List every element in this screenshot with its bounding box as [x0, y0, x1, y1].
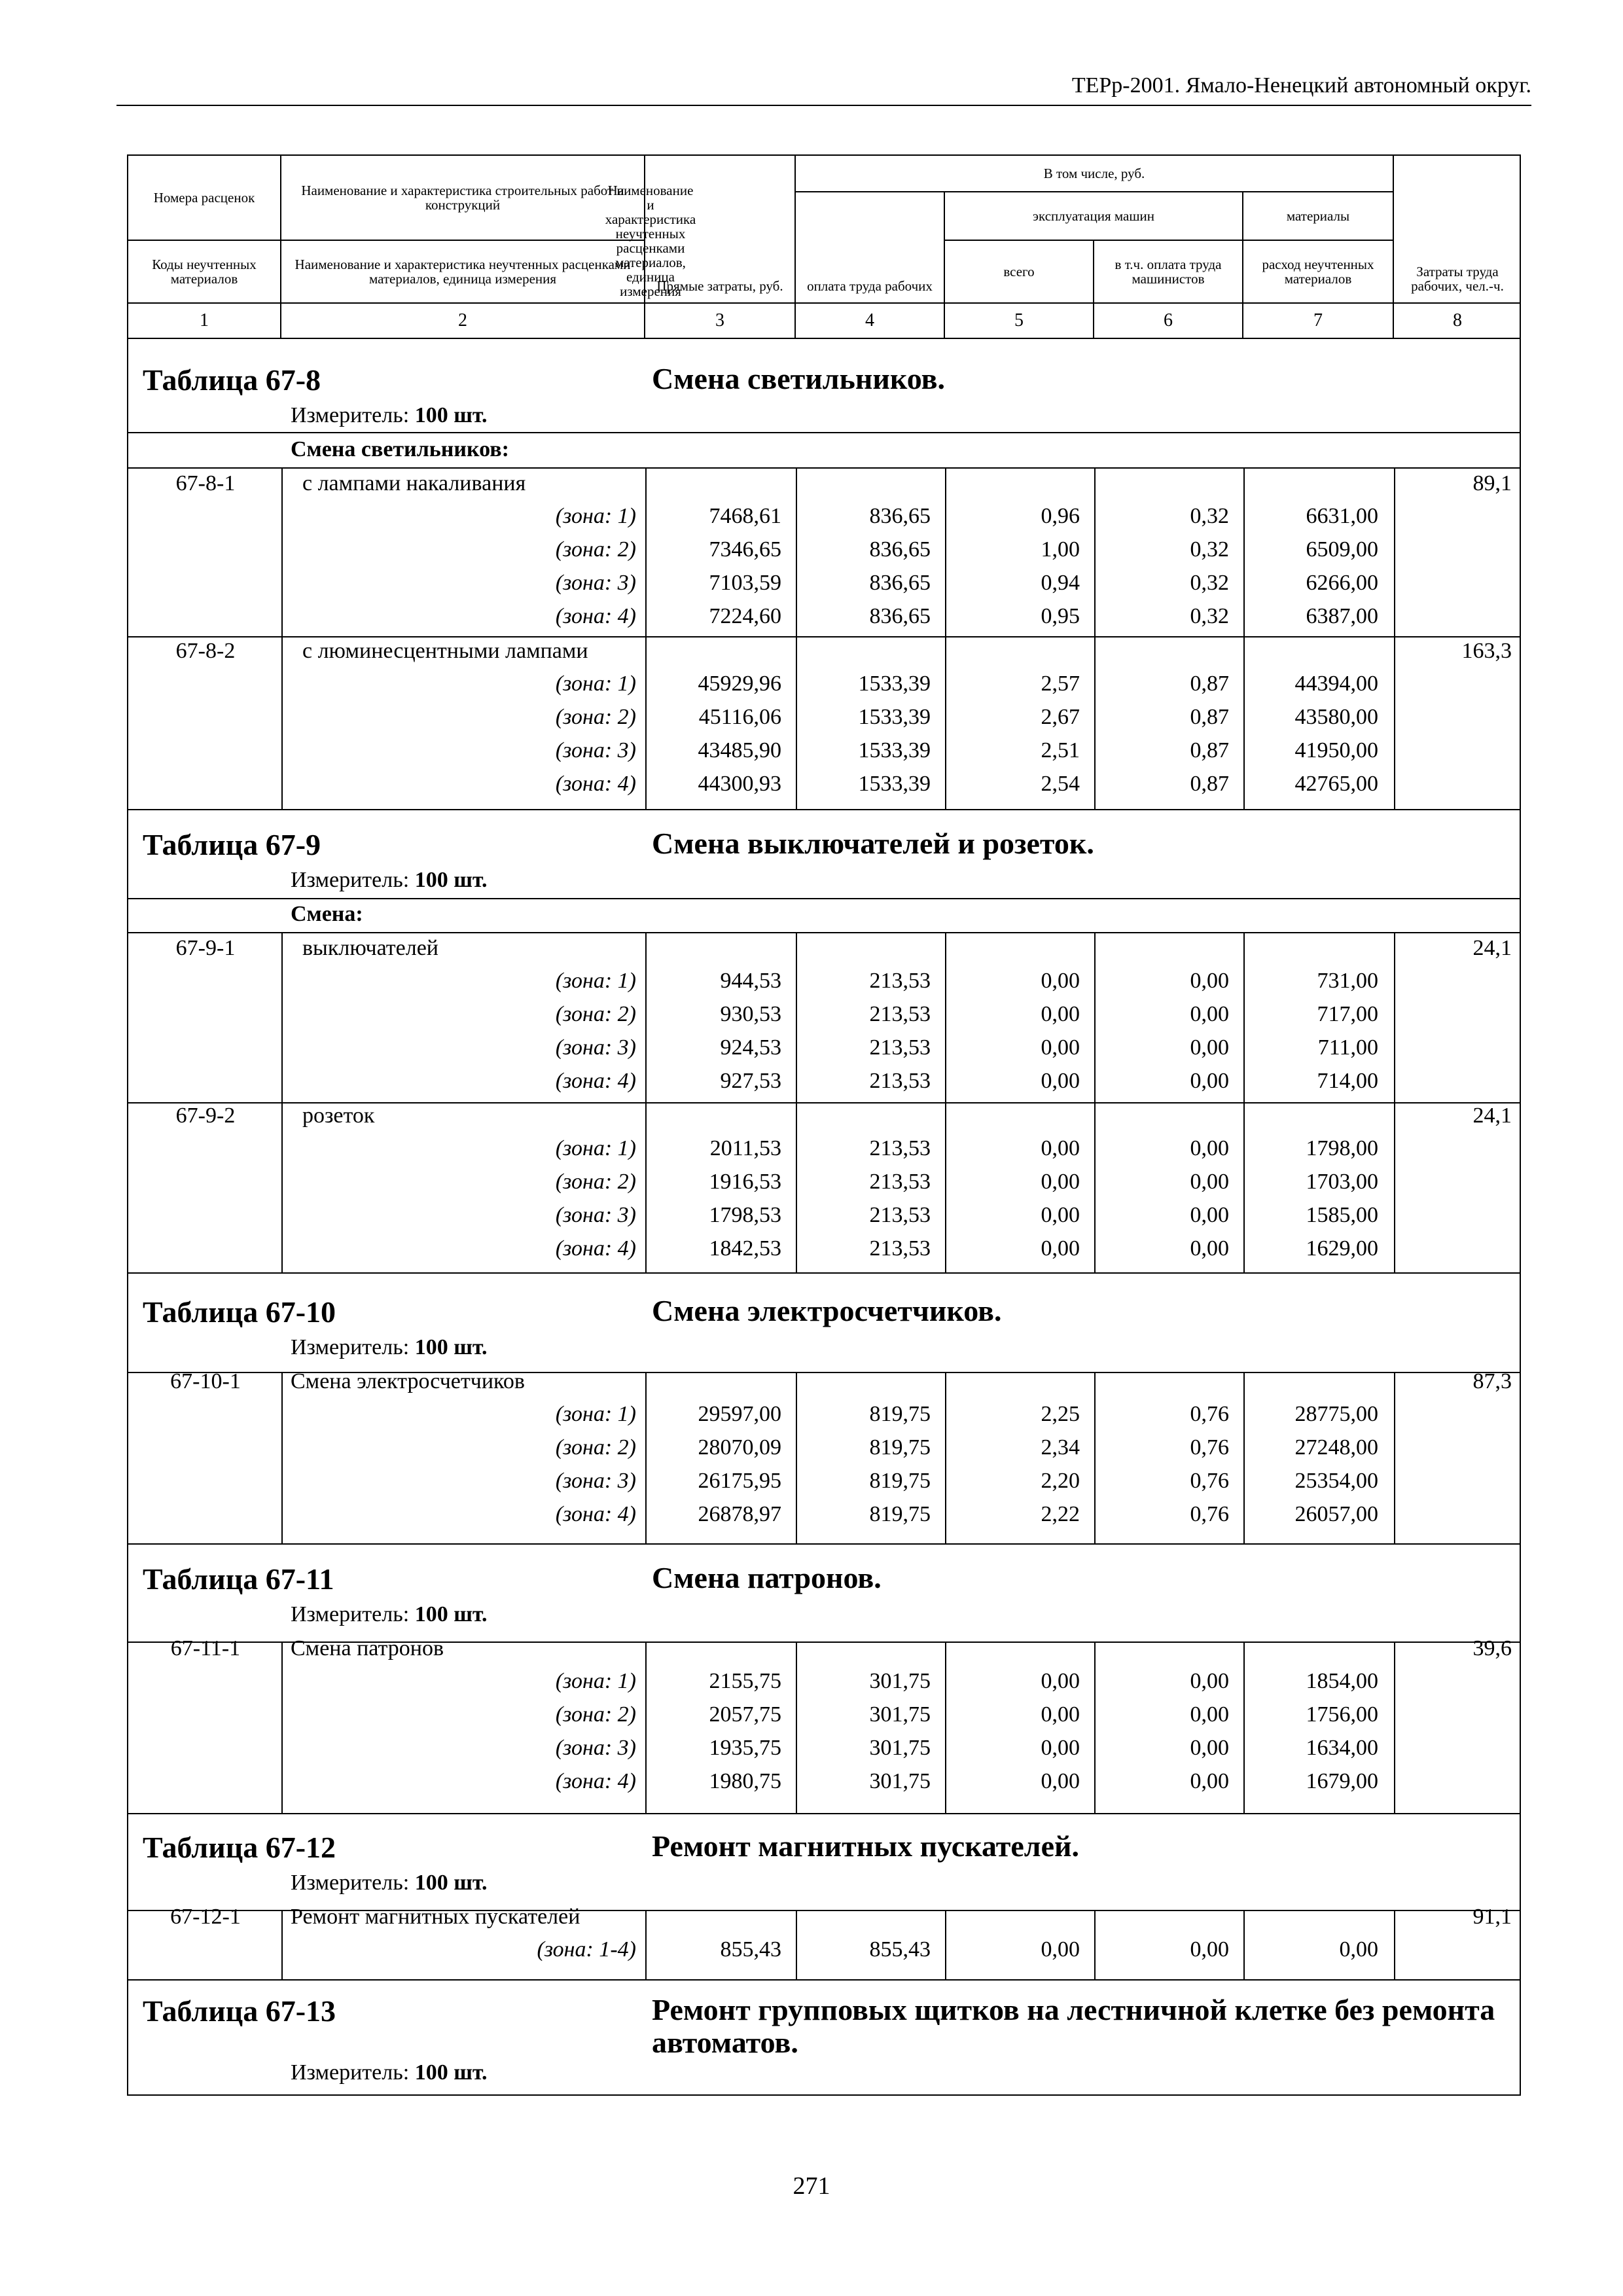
- cell-machinists: 0,00: [1190, 1035, 1229, 1060]
- cell-materials: 44394,00: [1294, 672, 1378, 696]
- rate-code: 67-11-1: [170, 1636, 241, 1660]
- table-label: Таблица 67-11: [143, 1562, 334, 1596]
- rate-name: с лампами накаливания: [302, 471, 526, 495]
- zone-label: (зона: 4): [555, 1502, 636, 1526]
- cell-direct: 1980,75: [709, 1769, 781, 1793]
- cell-direct: 7103,59: [709, 571, 781, 595]
- cell-machines: 1,00: [1041, 537, 1080, 562]
- cell-materials: 27248,00: [1294, 1435, 1378, 1460]
- table-subhead: Смена светильников:: [291, 437, 509, 461]
- col-header-machines: эксплуатация машин: [945, 192, 1243, 241]
- cell-labor-pay: 836,65: [869, 571, 931, 595]
- cell-materials: 1629,00: [1306, 1236, 1378, 1261]
- cell-machinists: 0,87: [1190, 705, 1229, 729]
- zone-label: (зона: 3): [555, 1203, 636, 1227]
- labor-hours: 87,3: [1472, 1369, 1512, 1393]
- col-header-labor-pay: оплата труда рабочих: [796, 192, 945, 304]
- cell-labor-pay: 1533,39: [858, 772, 931, 796]
- labor-hours: 89,1: [1472, 471, 1512, 495]
- cell-direct: 944,53: [720, 969, 781, 993]
- cell-direct: 1916,53: [709, 1170, 781, 1194]
- cell-machinists: 0,00: [1190, 1769, 1229, 1793]
- cell-labor-pay: 213,53: [869, 1002, 931, 1026]
- rule: [128, 636, 1520, 637]
- cell-machines: 0,00: [1041, 1203, 1080, 1227]
- rate-name: Ремонт магнитных пускателей: [291, 1905, 580, 1929]
- cell-labor-pay: 819,75: [869, 1402, 931, 1426]
- cell-materials: 1703,00: [1306, 1170, 1378, 1194]
- meter-label: Измеритель:: [291, 2060, 410, 2085]
- cell-direct: 45929,96: [698, 672, 781, 696]
- cell-machinists: 0,00: [1190, 1136, 1229, 1160]
- meter-label: Измеритель:: [291, 1871, 410, 1895]
- zone-label: (зона: 2): [555, 705, 636, 729]
- col-number-1: 1: [128, 304, 281, 339]
- zone-label: (зона: 3): [555, 738, 636, 762]
- cell-labor-pay: 301,75: [869, 1769, 931, 1793]
- cell-machines: 0,00: [1041, 1937, 1080, 1962]
- zone-label: (зона: 4): [555, 604, 636, 628]
- zone-label: (зона: 1): [555, 672, 636, 696]
- cell-materials: 41950,00: [1294, 738, 1378, 762]
- cell-machines: 0,00: [1041, 1002, 1080, 1026]
- zone-label: (зона: 1): [555, 1669, 636, 1693]
- meter-label: Измеритель:: [291, 1602, 410, 1626]
- cell-machinists: 0,32: [1190, 604, 1229, 628]
- meter-line: [291, 1602, 488, 1627]
- cell-machinists: 0,00: [1190, 1702, 1229, 1727]
- col-header-name-top: Наименование и характеристика строительных работ и конструкций: [281, 156, 645, 241]
- meter-label: Измеритель:: [291, 1335, 410, 1359]
- zone-label: (зона: 4): [555, 772, 636, 796]
- cell-labor-pay: 819,75: [869, 1502, 931, 1526]
- cell-labor-pay: 213,53: [869, 1170, 931, 1194]
- cell-machinists: 0,00: [1190, 1937, 1229, 1962]
- cell-direct: 1842,53: [709, 1236, 781, 1261]
- rate-code: 67-8-2: [175, 639, 236, 663]
- cell-machines: 0,00: [1041, 1069, 1080, 1093]
- cell-direct: 1798,53: [709, 1203, 781, 1227]
- cell-labor-pay: 213,53: [869, 1035, 931, 1060]
- cell-materials: 1756,00: [1306, 1702, 1378, 1727]
- labor-hours: 39,6: [1472, 1636, 1512, 1660]
- cell-labor-pay: 301,75: [869, 1702, 931, 1727]
- table-label: Таблица 67-13: [143, 1994, 336, 2028]
- col-number-5: 5: [945, 304, 1094, 339]
- col-header-name-bottom-cell: [281, 241, 645, 304]
- cell-labor-pay: 836,65: [869, 537, 931, 562]
- meter-value: 100 шт.: [414, 1602, 488, 1626]
- cell-direct: 29597,00: [698, 1402, 781, 1426]
- cell-machinists: 0,76: [1190, 1402, 1229, 1426]
- rate-name: Смена электросчетчиков: [291, 1369, 525, 1393]
- cell-direct: 927,53: [720, 1069, 781, 1093]
- meter-value: 100 шт.: [414, 403, 488, 427]
- cell-materials: 714,00: [1317, 1069, 1378, 1093]
- meter-value: 100 шт.: [414, 868, 488, 892]
- cell-machines: 0,00: [1041, 1702, 1080, 1727]
- cell-machines: 0,00: [1041, 1236, 1080, 1261]
- cell-direct: 26878,97: [698, 1502, 781, 1526]
- cell-materials: 1798,00: [1306, 1136, 1378, 1160]
- zone-label: (зона: 1): [555, 1136, 636, 1160]
- col-number-7: 7: [1243, 304, 1394, 339]
- cell-materials: 43580,00: [1294, 705, 1378, 729]
- labor-hours: 91,1: [1472, 1905, 1512, 1929]
- cell-machines: 0,94: [1041, 571, 1080, 595]
- cell-machinists: 0,00: [1190, 969, 1229, 993]
- cell-materials: 6266,00: [1306, 571, 1378, 595]
- cell-machines: 2,22: [1041, 1502, 1080, 1526]
- rate-name: Смена патронов: [291, 1636, 444, 1660]
- cell-machines: 0,00: [1041, 1669, 1080, 1693]
- cell-machinists: 0,87: [1190, 672, 1229, 696]
- page-number: 271: [793, 2172, 830, 2200]
- cell-machinists: 0,00: [1190, 1069, 1229, 1093]
- cell-materials: 1634,00: [1306, 1736, 1378, 1760]
- cell-materials: 42765,00: [1294, 772, 1378, 796]
- zone-label: (зона: 1-4): [537, 1937, 636, 1962]
- cell-materials: 0,00: [1339, 1937, 1378, 1962]
- cell-materials: 731,00: [1317, 969, 1378, 993]
- cell-direct: 2011,53: [709, 1136, 781, 1160]
- cell-machines: 2,54: [1041, 772, 1080, 796]
- cell-machines: 2,67: [1041, 705, 1080, 729]
- zone-label: (зона: 2): [555, 1435, 636, 1460]
- zone-label: (зона: 3): [555, 571, 636, 595]
- zone-label: (зона: 4): [555, 1236, 636, 1261]
- table-title: Смена выключателей и розеток.: [652, 827, 1094, 860]
- col-header-machines-total: всего: [945, 241, 1094, 304]
- cell-machinists: 0,87: [1190, 738, 1229, 762]
- col-number-4: 4: [796, 304, 945, 339]
- meter-value: 100 шт.: [414, 1335, 488, 1359]
- cell-materials: 25354,00: [1294, 1469, 1378, 1493]
- rate-code: 67-9-2: [175, 1103, 236, 1128]
- zone-label: (зона: 4): [555, 1069, 636, 1093]
- col-header-name-bottom-text: Наименование и характеристика неучтенных расценками материалов, единица измерения: [294, 256, 631, 287]
- col-header-including: В том числе, руб.: [796, 156, 1394, 192]
- meter-value: 100 шт.: [414, 2060, 488, 2085]
- cell-labor-pay: 1533,39: [858, 672, 931, 696]
- table-label: Таблица 67-10: [143, 1295, 336, 1329]
- cell-labor-pay: 1533,39: [858, 705, 931, 729]
- table-title: Смена патронов.: [652, 1561, 882, 1594]
- cell-materials: 6631,00: [1306, 504, 1378, 528]
- cell-machines: 2,20: [1041, 1469, 1080, 1493]
- cell-direct: 2057,75: [709, 1702, 781, 1727]
- cell-machinists: 0,87: [1190, 772, 1229, 796]
- cell-labor-pay: 836,65: [869, 604, 931, 628]
- zone-label: (зона: 2): [555, 1002, 636, 1026]
- cell-machinists: 0,76: [1190, 1435, 1229, 1460]
- cell-materials: 6509,00: [1306, 537, 1378, 562]
- rule: [1394, 1641, 1395, 1813]
- rule: [128, 809, 1520, 810]
- meter-line: [291, 1335, 488, 1360]
- cell-labor-pay: 819,75: [869, 1435, 931, 1460]
- rate-code: 67-12-1: [170, 1905, 241, 1929]
- col-number-2: 2: [281, 304, 645, 339]
- cell-materials: 6387,00: [1306, 604, 1378, 628]
- cell-machines: 2,57: [1041, 672, 1080, 696]
- cell-direct: 855,43: [720, 1937, 781, 1962]
- table-title: Ремонт групповых щитков на лестничной клетке без ремонта автоматов.: [652, 1993, 1495, 2059]
- zone-label: (зона: 3): [555, 1736, 636, 1760]
- cell-machines: 0,00: [1041, 1736, 1080, 1760]
- meter-value: 100 шт.: [414, 1871, 488, 1895]
- cell-machines: 0,00: [1041, 969, 1080, 993]
- cell-direct: 930,53: [720, 1002, 781, 1026]
- zone-label: (зона: 3): [555, 1035, 636, 1060]
- meter-label: Измеритель:: [291, 868, 410, 892]
- cell-machinists: 0,00: [1190, 1236, 1229, 1261]
- cell-machines: 0,00: [1041, 1769, 1080, 1793]
- col-header-direct-costs: Прямые затраты, руб.: [645, 156, 796, 304]
- zone-label: (зона: 2): [555, 1702, 636, 1727]
- zone-label: (зона: 1): [555, 504, 636, 528]
- cell-machinists: 0,00: [1190, 1170, 1229, 1194]
- zone-label: (зона: 1): [555, 1402, 636, 1426]
- cell-labor-pay: 213,53: [869, 1236, 931, 1261]
- cell-direct: 924,53: [720, 1035, 781, 1060]
- rule: [128, 1813, 1520, 1814]
- zone-label: (зона: 2): [555, 537, 636, 562]
- col-header-unaccounted-materials: расход неучтенных материалов: [1243, 241, 1394, 304]
- cell-machines: 2,34: [1041, 1435, 1080, 1460]
- rate-name: розеток: [302, 1103, 375, 1128]
- table-subhead: Смена:: [291, 902, 363, 926]
- cell-machinists: 0,00: [1190, 1002, 1229, 1026]
- col-header-labor-hours: Затраты труда рабочих, чел.-ч.: [1394, 156, 1521, 304]
- cell-machinists: 0,76: [1190, 1502, 1229, 1526]
- rule: [128, 1272, 1520, 1274]
- table-title: Ремонт магнитных пускателей.: [652, 1829, 1080, 1863]
- labor-hours: 163,3: [1461, 639, 1512, 663]
- cell-direct: 44300,93: [698, 772, 781, 796]
- col-header-machinists-pay: в т.ч. оплата труда машинистов: [1094, 241, 1243, 304]
- zone-label: (зона: 4): [555, 1769, 636, 1793]
- rate-code: 67-10-1: [170, 1369, 241, 1393]
- labor-hours: 24,1: [1472, 936, 1512, 960]
- cell-labor-pay: 855,43: [869, 1937, 931, 1962]
- cell-machines: 0,00: [1041, 1170, 1080, 1194]
- cell-labor-pay: 1533,39: [858, 738, 931, 762]
- cell-direct: 43485,90: [698, 738, 781, 762]
- table-title: Смена электросчетчиков.: [652, 1294, 1002, 1327]
- cell-machines: 0,00: [1041, 1136, 1080, 1160]
- rule: [1394, 932, 1395, 1272]
- cell-machinists: 0,76: [1190, 1469, 1229, 1493]
- cell-direct: 7346,65: [709, 537, 781, 562]
- table-frame: Номера расценок Коды неучтенных материалов Наименование и характеристика строительных работ и конструкций Наименование и характеристика неучтенных расценками материалов, единица измерения Наименование и характеристика неучтенных расценками материалов, единица измерения Прямые затраты, руб. В том числе, руб. оплата труда рабочих эксплуатация машин всего в т.ч. оплата труда машинистов материалы расход неучтенных материалов Затраты труда рабочих, чел.-ч. 1 2 3 4 5 6 7 8: [127, 154, 1521, 2096]
- meter-line: [291, 403, 488, 428]
- cell-machines: 2,51: [1041, 738, 1080, 762]
- cell-direct: 7468,61: [709, 504, 781, 528]
- col-header-codes-top: Номера расценок: [128, 156, 281, 241]
- col-header-materials: материалы: [1243, 192, 1394, 241]
- cell-labor-pay: 213,53: [869, 1203, 931, 1227]
- rate-name: с люминесцентными лампами: [302, 639, 588, 663]
- rule: [128, 432, 1520, 433]
- cell-machinists: 0,32: [1190, 537, 1229, 562]
- cell-machinists: 0,00: [1190, 1203, 1229, 1227]
- rate-code: 67-8-1: [175, 471, 236, 495]
- cell-materials: 1679,00: [1306, 1769, 1378, 1793]
- cell-materials: 1585,00: [1306, 1203, 1378, 1227]
- table-title: Смена светильников.: [652, 362, 945, 395]
- zone-label: (зона: 2): [555, 1170, 636, 1194]
- meter-label: Измеритель:: [291, 403, 410, 427]
- cell-direct: 2155,75: [709, 1669, 781, 1693]
- cell-labor-pay: 301,75: [869, 1669, 931, 1693]
- meter-line: [291, 1871, 488, 1895]
- cell-labor-pay: 819,75: [869, 1469, 931, 1493]
- cell-machinists: 0,32: [1190, 504, 1229, 528]
- cell-direct: 26175,95: [698, 1469, 781, 1493]
- cell-direct: 45116,06: [698, 705, 781, 729]
- col-number-8: 8: [1394, 304, 1521, 339]
- cell-labor-pay: 836,65: [869, 504, 931, 528]
- header-rule: [116, 105, 1531, 106]
- cell-materials: 711,00: [1317, 1035, 1378, 1060]
- table-label: Таблица 67-8: [143, 363, 321, 397]
- table-label: Таблица 67-9: [143, 828, 321, 861]
- zone-label: (зона: 3): [555, 1469, 636, 1493]
- rule: [128, 898, 1520, 899]
- cell-machines: 0,00: [1041, 1035, 1080, 1060]
- cell-materials: 717,00: [1317, 1002, 1378, 1026]
- table-label: Таблица 67-12: [143, 1831, 336, 1864]
- cell-labor-pay: 213,53: [869, 1069, 931, 1093]
- cell-machinists: 0,00: [1190, 1736, 1229, 1760]
- rule: [1394, 467, 1395, 809]
- rule: [128, 1543, 1520, 1545]
- zone-label: (зона: 1): [555, 969, 636, 993]
- rate-code: 67-9-1: [175, 936, 236, 960]
- rule: [1394, 1372, 1395, 1543]
- rate-name: выключателей: [302, 936, 439, 960]
- cell-direct: 28070,09: [698, 1435, 781, 1460]
- cell-materials: 1854,00: [1306, 1669, 1378, 1693]
- cell-materials: 26057,00: [1294, 1502, 1378, 1526]
- cell-machinists: 0,32: [1190, 571, 1229, 595]
- cell-labor-pay: 213,53: [869, 969, 931, 993]
- col-number-3: 3: [645, 304, 796, 339]
- cell-machinists: 0,00: [1190, 1669, 1229, 1693]
- cell-direct: 1935,75: [709, 1736, 781, 1760]
- cell-labor-pay: 301,75: [869, 1736, 931, 1760]
- rule: [128, 467, 1520, 469]
- col-number-6: 6: [1094, 304, 1243, 339]
- cell-machines: 0,96: [1041, 504, 1080, 528]
- col-header-codes-bottom: Коды неучтенных материалов: [128, 241, 281, 304]
- running-header: ТЕРр-2001. Ямало-Ненецкий автономный округ.: [1071, 73, 1531, 98]
- cell-materials: 28775,00: [1294, 1402, 1378, 1426]
- meter-line: [291, 2060, 488, 2085]
- rule: [128, 1979, 1520, 1981]
- meter-line: [291, 868, 488, 893]
- rule: [128, 932, 1520, 933]
- cell-machines: 2,25: [1041, 1402, 1080, 1426]
- cell-labor-pay: 213,53: [869, 1136, 931, 1160]
- labor-hours: 24,1: [1472, 1103, 1512, 1128]
- cell-direct: 7224,60: [709, 604, 781, 628]
- cell-machines: 0,95: [1041, 604, 1080, 628]
